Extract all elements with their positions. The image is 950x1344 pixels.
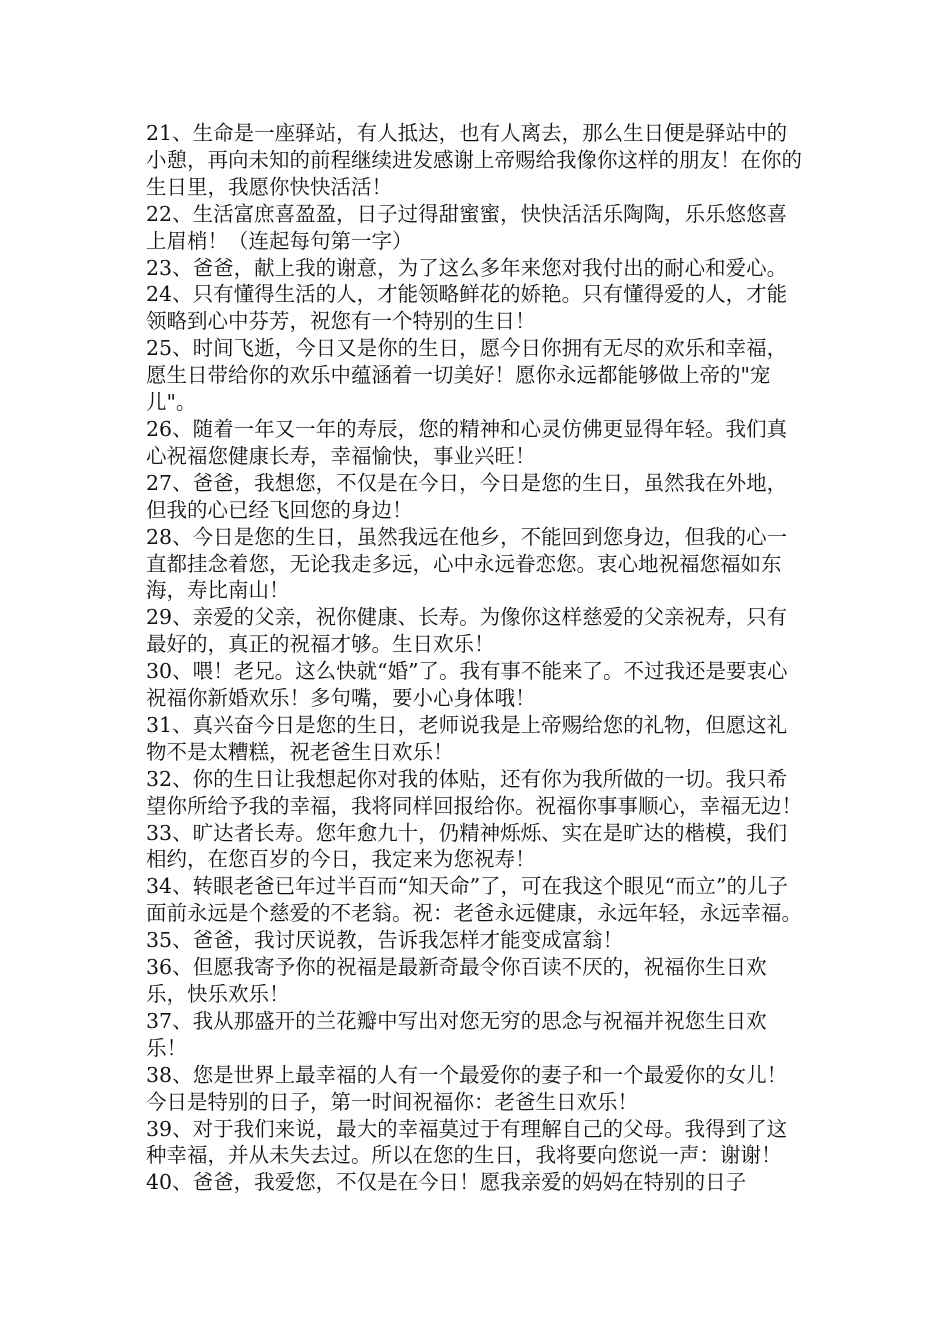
paragraph-25: 25、时间飞逝，今日又是你的生日，愿今日你拥有无尽的欢乐和幸福，愿生日带给你的欢乐中蕴涵着一切美好！愿你永远都能够做上帝的"宠儿"。 <box>146 336 788 415</box>
paragraph-37: 37、我从那盛开的兰花瓣中写出对您无穷的思念与祝福并祝您生日欢乐！ <box>146 1008 767 1060</box>
paragraph-39: 39、对于我们来说，最大的幸福莫过于有理解自己的父母。我得到了这种幸福，并从未失去过。所以在您的生日，我将要向您说一声：谢谢！ <box>146 1116 788 1168</box>
paragraph-23: 23、爸爸，献上我的谢意，为了这么多年来您对我付出的耐心和爱心。 <box>146 255 788 280</box>
paragraph-31: 31、真兴奋今日是您的生日，老师说我是上帝赐给您的礼物，但愿这礼物不是太糟糕，祝老爸生日欢乐！ <box>146 712 788 764</box>
paragraph-34: 34、转眼老爸已年过半百而“知天命”了，可在我这个眼见“而立”的儿子面前永远是个慈爱的不老翁。祝：老爸永远健康，永远年轻，永远幸福。 <box>146 874 802 926</box>
paragraph-36: 36、但愿我寄予你的祝福是最新奇最令你百读不厌的，祝福你生日欢乐，快乐欢乐！ <box>146 955 767 1006</box>
paragraph-30: 30、喂！老兄。这么快就“婚”了。我有事不能来了。不过我还是要衷心祝福你新婚欢乐！多句嘴，要小心身体哦！ <box>146 659 788 711</box>
paragraph-21: 21、生命是一座驿站，有人抵达，也有人离去，那么生日便是驿站中的小憩，再向未知的前程继续进发感谢上帝赐给我像你这样的朋友！在你的生日里，我愿你快快活活！ <box>146 121 802 199</box>
paragraph-38: 38、您是世界上最幸福的人有一个最爱你的妻子和一个最爱你的女儿！今日是特别的日子，第一时间祝福你：老爸生日欢乐！ <box>146 1062 788 1114</box>
paragraph-32: 32、你的生日让我想起你对我的体贴，还有你为我所做的一切。我只希望你所给予我的幸福，我将同样回报给你。祝福你事事顺心，幸福无边！ <box>146 766 802 818</box>
paragraph-33: 33、旷达者长寿。您年愈九十，仍精神烁烁、实在是旷达的楷模，我们相约，在您百岁的今日，我定来为您祝寿！ <box>146 820 788 872</box>
paragraph-29: 29、亲爱的父亲，祝你健康、长寿。为像你这样慈爱的父亲祝寿，只有最好的，真正的祝福才够。生日欢乐！ <box>146 605 788 657</box>
paragraph-27: 27、爸爸，我想您，不仅是在今日，今日是您的生日，虽然我在外地，但我的心已经飞回您的身边！ <box>146 470 788 522</box>
paragraph-24: 24、只有懂得生活的人，才能领略鲜花的娇艳。只有懂得爱的人，才能领略到心中芬芳，祝您有一个特别的生日！ <box>146 282 788 334</box>
document-body <box>146 120 806 1196</box>
paragraph-22: 22、生活富庶喜盈盈，日子过得甜蜜蜜，快快活活乐陶陶，乐乐悠悠喜上眉梢！（连起每句第一字） <box>146 201 788 253</box>
paragraph-35: 35、爸爸，我讨厌说教，告诉我怎样才能变成富翁！ <box>146 928 624 953</box>
paragraph-26: 26、随着一年又一年的寿辰，您的精神和心灵仿佛更显得年轻。我们真心祝福您健康长寿，幸福愉快，事业兴旺！ <box>146 416 788 468</box>
paragraph-40: 40、爸爸，我爱您，不仅是在今日！愿我亲爱的妈妈在特别的日子 <box>146 1170 747 1195</box>
paragraph-28: 28、今日是您的生日，虽然我远在他乡，不能回到您身边，但我的心一直都挂念着您，无论我走多远，心中永远眷恋您。衷心地祝福您福如东海，寿比南山！ <box>146 524 788 603</box>
